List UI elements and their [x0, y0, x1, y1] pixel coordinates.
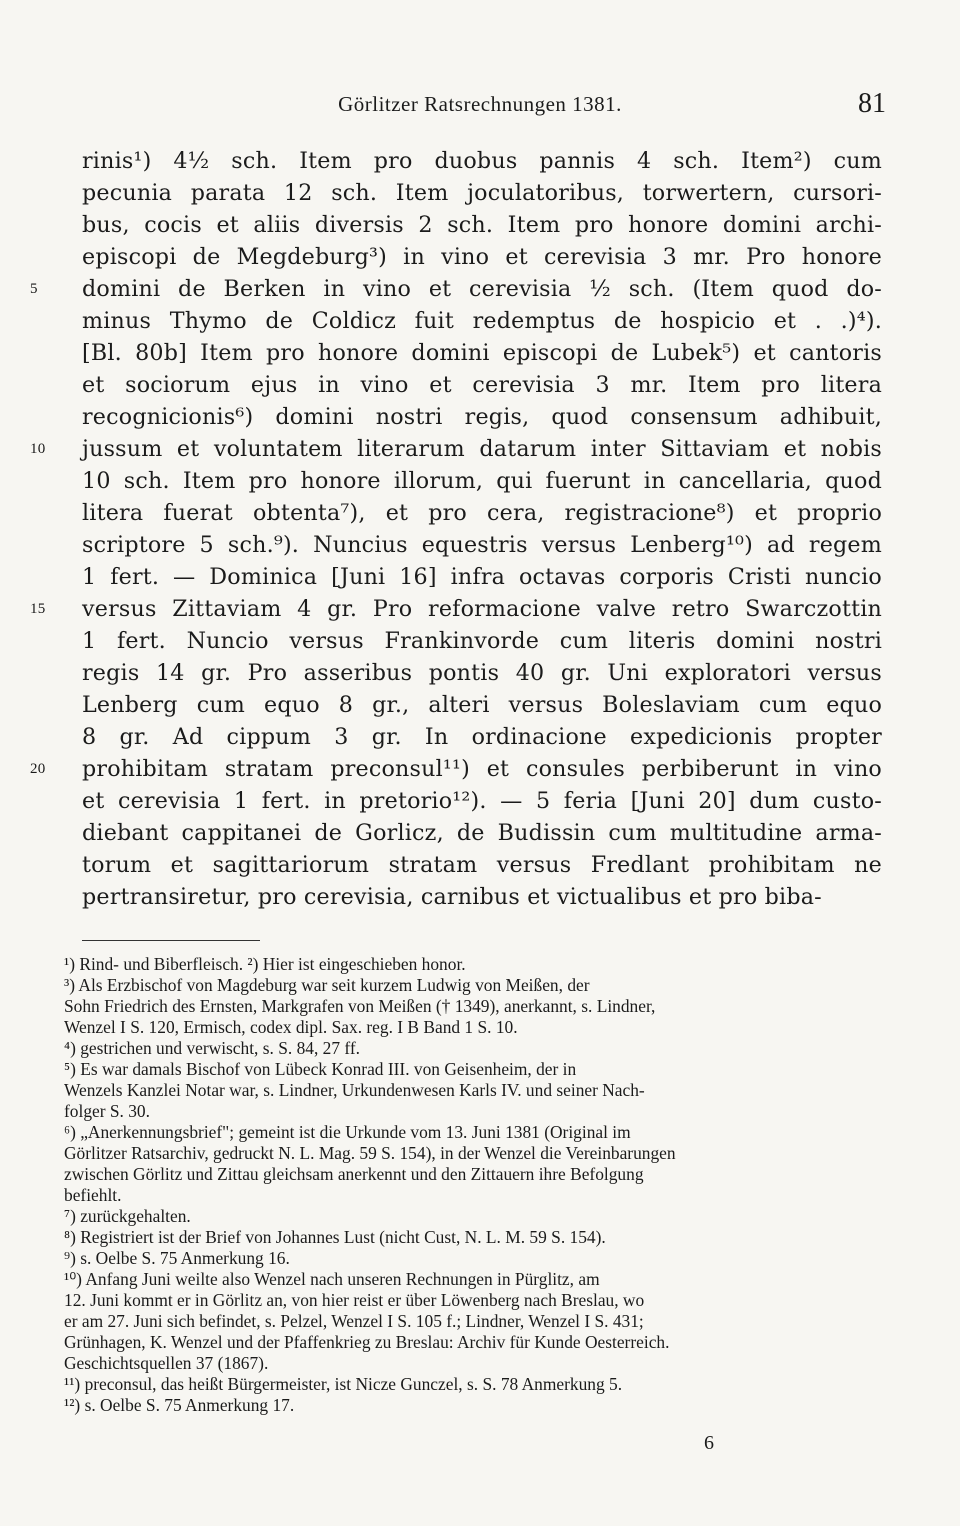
- text-line: [82, 497, 882, 529]
- footnote-line: ⁷) zurückgehalten.: [64, 1206, 191, 1226]
- line-text: diebant cappitanei de Gorlicz, de Budissin cum multitudine arma-: [82, 820, 882, 846]
- text-line: [82, 401, 882, 433]
- text-line: [82, 817, 882, 849]
- footnote-line: Görlitzer Ratsarchiv, gedruckt N. L. Mag. 59 S. 154), in der Wenzel die Vereinbarungen: [64, 1143, 676, 1163]
- line-text: et sociorum ejus in vino et cerevisia 3 mr. Item pro litera: [82, 372, 882, 398]
- footnote-line: Sohn Friedrich des Ernsten, Markgrafen von Meißen († 1349), anerkannt, s. Lindner,: [64, 996, 656, 1016]
- line-text: pecunia parata 12 sch. Item joculatoribus, torwertern, cursori-: [82, 180, 882, 206]
- line-text: bus, cocis et aliis diversis 2 sch. Item pro honore domini archi-: [82, 212, 882, 238]
- footnotes: [64, 954, 880, 1416]
- text-line: [82, 881, 882, 913]
- line-number: 5: [30, 281, 38, 297]
- text-line: [82, 305, 882, 337]
- text-line: [82, 465, 882, 497]
- line-text: recognicionis⁶) domini nostri regis, quod consensum adhibuit,: [82, 404, 882, 430]
- line-number: 10: [30, 441, 46, 457]
- line-number: 15: [30, 601, 46, 617]
- footnote-line: ⁵) Es war damals Bischof von Lübeck Konrad III. von Geisenheim, der in: [64, 1059, 577, 1079]
- text-line: [82, 721, 882, 753]
- line-text: prohibitam stratam preconsul¹¹) et consules perbiberunt in vino: [82, 756, 882, 782]
- page-number: 81: [858, 88, 886, 119]
- text-line: [82, 561, 882, 593]
- footnote-line: ⁸) Registriert ist der Brief von Johannes Lust (nicht Cust, N. L. M. 59 S. 154).: [64, 1227, 606, 1247]
- line-text: Lenberg cum equo 8 gr., alteri versus Boleslaviam cum equo: [82, 692, 882, 718]
- line-number: 20: [30, 761, 46, 777]
- line-text: episcopi de Megdeburg³) in vino et cerevisia 3 mr. Pro honore: [82, 244, 882, 270]
- footnote-line: er am 27. Juni sich befindet, s. Pelzel, Wenzel I S. 105 f.; Lindner, Wenzel I S. 431;: [64, 1311, 644, 1331]
- text-line: [82, 529, 882, 561]
- line-text: regis 14 gr. Pro asseribus pontis 40 gr. Uni exploratori versus: [82, 660, 882, 686]
- text-line: [82, 241, 882, 273]
- footnote-line: Grünhagen, K. Wenzel und der Pfaffenkrieg zu Breslau: Archiv für Kunde Oesterreich.: [64, 1332, 670, 1352]
- line-text: litera fuerat obtenta⁷), et pro cera, registracione⁸) et proprio: [82, 500, 882, 526]
- text-line: [82, 849, 882, 881]
- footnote-line: ¹¹) preconsul, das heißt Bürgermeister, ist Nicze Gunczel, s. S. 78 Anmerkung 5.: [64, 1374, 623, 1394]
- line-text: 10 sch. Item pro honore illorum, qui fuerunt in cancellaria, quod: [82, 468, 882, 494]
- footnote-line: befiehlt.: [64, 1185, 122, 1205]
- footnote-line: ¹²) s. Oelbe S. 75 Anmerkung 17.: [64, 1395, 295, 1415]
- line-text: 1 fert. Nuncio versus Frankinvorde cum literis domini nostri: [82, 628, 882, 654]
- main-text: [30, 145, 882, 913]
- text-line: [82, 657, 882, 689]
- footnote-line: zwischen Görlitz und Zittau gleichsam anerkennt und den Zittauern ihre Befolgung: [64, 1164, 644, 1184]
- line-text: scriptore 5 sch.⁹). Nuncius equestris versus Lenberg¹⁰) ad regem: [82, 532, 882, 558]
- line-text: domini de Berken in vino et cerevisia ½ sch. (Item quod do-: [82, 276, 882, 302]
- line-text: [Bl. 80b] Item pro honore domini episcopi de Lubek⁵) et cantoris: [82, 340, 882, 366]
- text-line: [82, 625, 882, 657]
- footnote-line: ⁹) s. Oelbe S. 75 Anmerkung 16.: [64, 1248, 290, 1268]
- footnote-line: ³) Als Erzbischof von Magdeburg war seit kurzem Ludwig von Meißen, der: [64, 975, 590, 995]
- footnote-line: Wenzels Kanzlei Notar war, s. Lindner, Urkundenwesen Karls IV. und seiner Nach-: [64, 1080, 645, 1100]
- footnote-line: 12. Juni kommt er in Görlitz an, von hier reist er über Löwenberg nach Breslau, wo: [64, 1290, 645, 1310]
- text-line: [82, 337, 882, 369]
- text-line: [30, 593, 882, 625]
- text-line: [82, 369, 882, 401]
- line-text: 1 fert. — Dominica [Juni 16] infra octavas corporis Cristi nuncio: [82, 564, 882, 590]
- text-line: [30, 433, 882, 465]
- text-line: [82, 785, 882, 817]
- footnote-line: Geschichtsquellen 37 (1867).: [64, 1353, 269, 1373]
- line-text: et cerevisia 1 fert. in pretorio¹²). — 5 feria [Juni 20] dum custo-: [82, 788, 882, 814]
- signature-mark: 6: [704, 1432, 714, 1454]
- text-line: [82, 177, 882, 209]
- line-text: rinis¹) 4½ sch. Item pro duobus pannis 4 sch. Item²) cum: [82, 148, 882, 174]
- text-line: [82, 209, 882, 241]
- text-line: [82, 689, 882, 721]
- line-text: 8 gr. Ad cippum 3 gr. In ordinacione expedicionis propter: [82, 724, 882, 750]
- footnote-line: ⁶) „Anerkennungsbrief"; gemeint ist die Urkunde vom 13. Juni 1381 (Original im: [64, 1122, 631, 1142]
- footnote-line: ¹) Rind- und Biberfleisch. ²) Hier ist eingeschieben honor.: [64, 954, 466, 974]
- line-text: torum et sagittariorum stratam versus Fredlant prohibitam ne: [82, 852, 882, 878]
- footnote-line: ¹⁰) Anfang Juni weilte also Wenzel nach unseren Rechnungen in Pürglitz, am: [64, 1269, 600, 1289]
- text-line: [82, 145, 882, 177]
- line-text: jussum et voluntatem literarum datarum inter Sittaviam et nobis: [82, 436, 882, 462]
- text-line: [30, 753, 882, 785]
- line-text: minus Thymo de Coldicz fuit redemptus de hospicio et . .)⁴).: [82, 308, 882, 334]
- line-text: pertransiretur, pro cerevisia, carnibus et victualibus et pro biba-: [82, 884, 822, 910]
- running-header: Görlitzer Ratsrechnungen 1381.: [338, 92, 622, 116]
- text-line: [30, 273, 882, 305]
- footnote-line: folger S. 30.: [64, 1101, 150, 1121]
- footnote-line: Wenzel I S. 120, Ermisch, codex dipl. Sax. reg. I B Band 1 S. 10.: [64, 1017, 518, 1037]
- footnote-line: ⁴) gestrichen und verwischt, s. S. 84, 27 ff.: [64, 1038, 361, 1058]
- footnote-rule: [82, 940, 260, 941]
- line-text: versus Zittaviam 4 gr. Pro reformacione valve retro Swarczottin: [82, 596, 882, 622]
